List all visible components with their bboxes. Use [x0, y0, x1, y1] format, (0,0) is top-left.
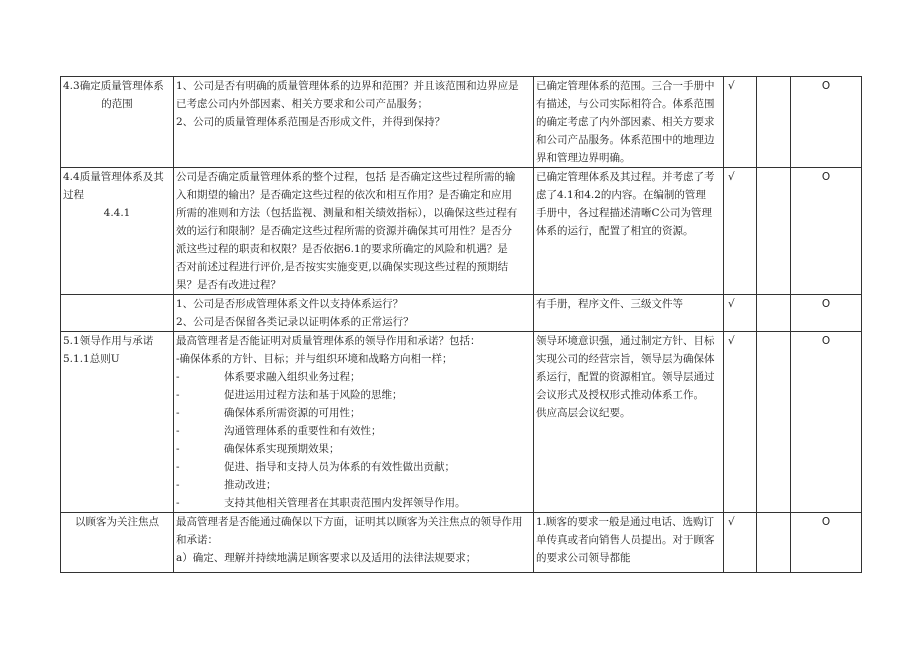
result-circle: O — [791, 168, 862, 295]
list-item: - 促进运用过程方法和基于风险的思维； — [176, 389, 403, 401]
table-row — [61, 295, 862, 332]
check-mark: √ — [724, 77, 757, 168]
table-row — [61, 332, 862, 513]
clause-cell: 4.3确定质量管理体系 的范围 — [61, 77, 174, 168]
evidence-cell: 1.顾客的要求一般是通过电话、选购订 单传真或者向销售人员提出。对于顾客 的要求公司领导都能 — [534, 513, 724, 573]
audit-table — [60, 76, 862, 573]
blank-cell — [757, 168, 791, 295]
requirement-cell: 最高管理者是否能证明对质量管理体系的领导作用和承诺？包括： -确保体系的方针、目标；并与组织环境和战略方向相一样； - 体系要求融入组织业务过程； - 促进运用过程方法和基于风险的思维； - 确保体系所需资源的可用性； - 沟通管理体系的重要性和有效性； - 确保体系实现预期效果； - 促进、指导和支持人员为体系的有效性做出贡献； - 推动改进； - 支持其他相关管理者在其职责范围内发挥领导作用。 — [174, 332, 534, 513]
evidence-cell: 领导环境意识强，通过制定方针、目标 实现公司的经营宗旨，领导层为确保体 系运行，配置的资源相宜。领导层通过 会议形式及授权形式推动体系工作。 供应高层会议纪要。 — [534, 332, 724, 513]
requirement-cell: 最高管理者是否能通过确保以下方面，证明其以顾客为关注焦点的领导作用 和承诺： a）确定、理解并持续地满足顾客要求以及适用的法律法规要求； — [174, 513, 534, 573]
clause-cell — [61, 295, 174, 332]
list-item: - 确保体系所需资源的可用性； — [176, 407, 361, 419]
result-circle: O — [791, 513, 862, 573]
list-item: - 推动改进； — [176, 479, 277, 491]
blank-cell — [757, 513, 791, 573]
clause-cell: 以顾客为关注焦点 — [61, 513, 174, 573]
table-row — [61, 168, 862, 295]
blank-cell — [757, 77, 791, 168]
check-mark: √ — [724, 332, 757, 513]
clause-cell: 5.1领导作用与承诺 5.1.1总则U — [61, 332, 174, 513]
list-item: - 支持其他相关管理者在其职责范围内发挥领导作用。 — [176, 497, 466, 509]
requirement-cell: 1、公司是否有明确的质量管理体系的边界和范围？并且该范围和边界应是 已考虑公司内外部因素、相关方要求和公司产品服务； 2、公司的质量管理体系范围是否形成文件，并得到保持？ — [174, 77, 534, 168]
evidence-cell: 已确定管理体系及其过程。并考虑了考 虑了4.1和4.2的内容。在编制的管理 手册中，各过程描述清晰C公司为管理 体系的运行，配置了相宜的资源。 — [534, 168, 724, 295]
table-row — [61, 77, 862, 168]
check-mark: √ — [724, 295, 757, 332]
blank-cell — [757, 332, 791, 513]
evidence-cell: 已确定管理体系的范围。三合一手册中 有描述，与公司实际相符合。体系范围 的确定考虑了内外部因素、相关方要求 和公司产品服务。体系范围中的地理边 界和管理边界明确。 — [534, 77, 724, 168]
list-item: - 沟通管理体系的重要性和有效性； — [176, 425, 382, 437]
list-item: - 体系要求融入组织业务过程； — [176, 371, 361, 383]
check-mark: √ — [724, 168, 757, 295]
check-mark: √ — [724, 513, 757, 573]
list-item: - 促进、指导和支持人员为体系的有效性做出贡献； — [176, 461, 455, 473]
requirement-cell: 1、公司是否形成管理体系文件以支持体系运行？ 2、公司是否保留各类记录以证明体系的正常运行？ — [174, 295, 534, 332]
requirement-cell: 公司是否确定质量管理体系的整个过程，包括 是否确定这些过程所需的输 入和期望的输出？是否确定这些过程的依次和相互作用？是否确定和应用 所需的准则和方法（包括监视、测量和相关绩效指标），以确保这些过程有 效的运行和限制？是否确定这些过程所需的资源并确保其可用性？是否分 派这些过程的职责和权限？是否依据6.1的要求所确定的风险和机遇？是 否对前述过程进行评价,是否按实实施变更,以确保实现这些过程的预期结 果？是否有改进过程？ — [174, 168, 534, 295]
table-row — [61, 513, 862, 573]
blank-cell — [757, 295, 791, 332]
list-item: - 确保体系实现预期效果； — [176, 443, 340, 455]
result-circle: O — [791, 295, 862, 332]
clause-cell: 4.4质量管理体系及其 过程 4.4.1 — [61, 168, 174, 295]
result-circle: O — [791, 332, 862, 513]
result-circle: O — [791, 77, 862, 168]
evidence-cell: 有手册，程序文件、三级文件等 — [534, 295, 724, 332]
